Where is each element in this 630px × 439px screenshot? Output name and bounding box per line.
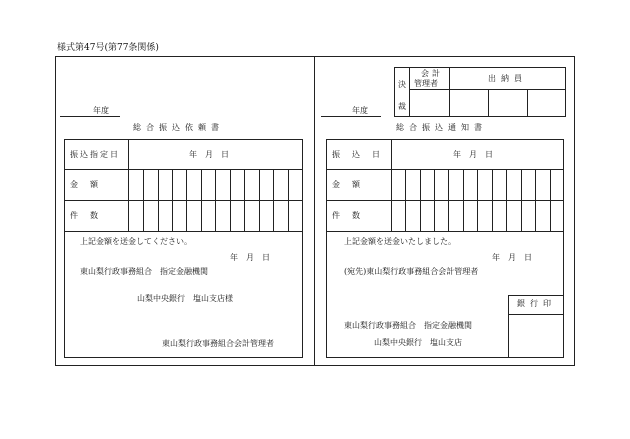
right-date-line: 年 月 日 (492, 253, 532, 262)
stamp-divider (527, 89, 528, 117)
right-digit-line (506, 169, 507, 232)
right-table-rule (326, 169, 564, 170)
right-digit-line (535, 169, 536, 232)
left-date-line: 年 月 日 (230, 253, 270, 262)
right-table-rule (326, 200, 564, 201)
left-form-title: 総合振込依頼書 (133, 123, 224, 132)
right-message: 上記金額を送金いたしました。 (344, 237, 456, 246)
left-table-rule (64, 169, 303, 170)
left-digit-line (244, 169, 245, 232)
left-designated-date-label: 振込指定日 (70, 150, 120, 159)
left-digit-line (273, 169, 274, 232)
left-digit-line (172, 169, 173, 232)
bank-seal-label: 銀行印 (517, 299, 556, 308)
left-fiscal-year-label: 年度 (93, 106, 109, 115)
stamp-divider (409, 67, 410, 117)
bank-seal-rule (508, 314, 564, 315)
left-bank-org: 東山梨行政事務組合 指定金融機関 (80, 267, 208, 276)
left-table-rule (64, 200, 303, 201)
stamp-rule (409, 89, 566, 90)
right-digit-line (550, 169, 551, 232)
right-bank-org: 東山梨行政事務組合 指定金融機関 (344, 321, 472, 330)
left-digit-line (201, 169, 202, 232)
right-digit-line (434, 169, 435, 232)
approval-stamp-box (394, 67, 566, 117)
left-designated-date-value: 年 月 日 (189, 150, 229, 159)
right-digit-line (420, 169, 421, 232)
right-digit-line (448, 169, 449, 232)
right-fiscal-year-label: 年度 (352, 106, 368, 115)
right-transfer-date-label: 振込日 (332, 150, 392, 159)
left-sender: 東山梨行政事務組合会計管理者 (162, 339, 274, 348)
left-digit-line (259, 169, 260, 232)
left-fiscal-year-underline (60, 116, 120, 117)
stamp-divider (449, 67, 450, 117)
right-digit-line (492, 169, 493, 232)
right-form-title: 総合振込通知書 (396, 123, 487, 132)
right-recipient: (宛先)東山梨行政事務組合会計管理者 (344, 267, 479, 276)
right-amount-label: 金 額 (332, 180, 362, 189)
stamp-cashier-label: 出納員 (488, 74, 527, 83)
left-count-label: 件 数 (70, 211, 100, 220)
right-digit-line (477, 169, 478, 232)
left-branch: 山梨中央銀行 塩山支店様 (137, 294, 233, 303)
left-digit-line (158, 169, 159, 232)
stamp-decision-label: 決裁 (398, 80, 406, 111)
left-digit-line (215, 169, 216, 232)
left-digit-line (288, 169, 289, 232)
stamp-accounting-label-1: 会計 (421, 69, 443, 78)
right-digit-line (405, 169, 406, 232)
left-amount-label: 金 額 (70, 180, 100, 189)
left-table-label-divider (128, 139, 129, 232)
center-divider (314, 56, 315, 366)
left-message: 上記金額を送金してください。 (80, 237, 192, 246)
stamp-accounting-label-2: 管理者 (414, 79, 438, 88)
stamp-divider (488, 89, 489, 117)
right-digit-line (463, 169, 464, 232)
right-digit-line (521, 169, 522, 232)
form-number: 様式第47号(第77条関係) (57, 43, 159, 53)
right-transfer-date-value: 年 月 日 (453, 150, 493, 159)
right-count-label: 件 数 (332, 211, 362, 220)
right-fiscal-year-underline (321, 116, 381, 117)
right-branch: 山梨中央銀行 塩山支店 (374, 338, 462, 347)
left-digit-line (186, 169, 187, 232)
left-digit-line (143, 169, 144, 232)
left-digit-line (230, 169, 231, 232)
